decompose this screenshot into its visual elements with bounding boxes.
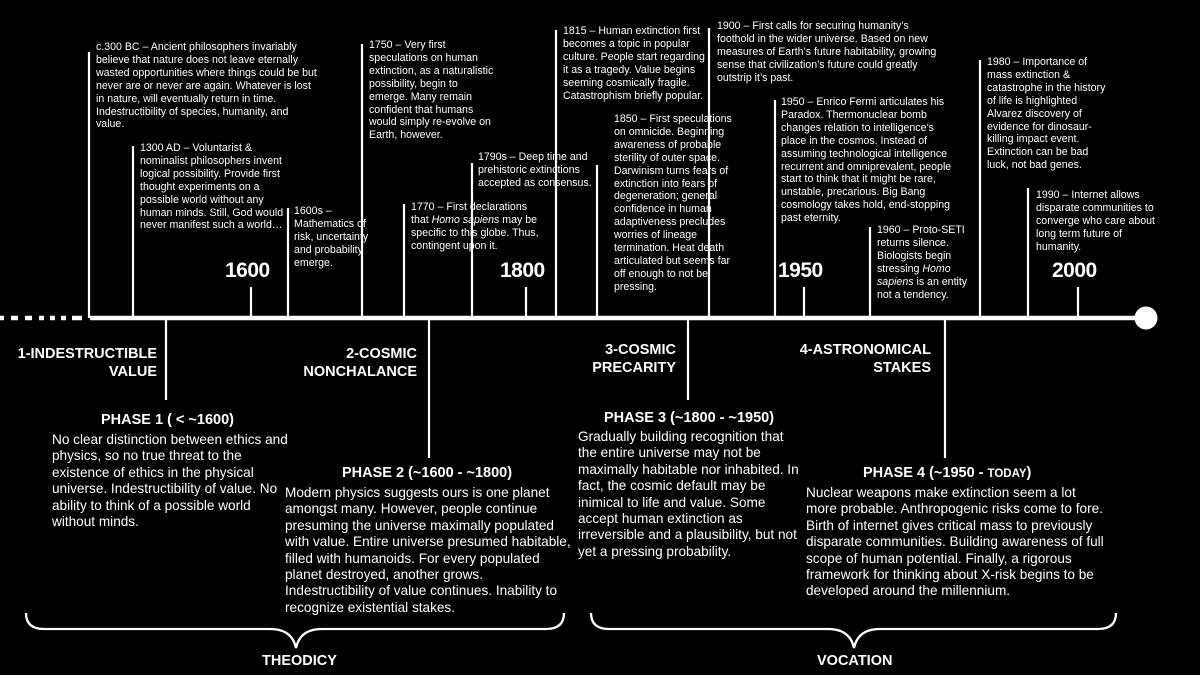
theodicy-brace <box>26 613 564 648</box>
event-1770 <box>411 201 541 253</box>
phase-4-title-end: ) <box>1026 465 1032 481</box>
event-1980: 1980 – Importance of mass extinction & catastrophe in the history of life is highlighted Alvarez discovery of evidence for dinosaur-killing impact event. Extinction can be bad luck, not bad genes. <box>987 56 1106 172</box>
year-label-2000: 2000 <box>1052 259 1097 282</box>
phase-4-name-line1: 4-ASTRONOMICAL <box>799 342 931 358</box>
event-1960 <box>877 224 975 301</box>
phase-2-name <box>260 346 417 381</box>
event-1770-text-end: may be specific to this globe. Thus, contingent upon it. <box>411 213 539 252</box>
event-1960-text-end: is an entity not a tendency. <box>877 275 968 301</box>
era-label-theodicy: THEODICY <box>262 653 337 669</box>
phase-4-name-line2: STAKES <box>873 359 931 376</box>
phase-2-title: PHASE 2 (~1600 - ~1800) <box>342 465 513 481</box>
event-1990: 1990 – Internet allows disparate communities to converge who care about long term future of humanity. <box>1036 189 1155 253</box>
vocation-brace <box>591 613 1116 648</box>
event-c300bc: c.300 BC – Ancient philosophers invariably believe that nature does not leave eternally wasted opportunities where things could be but never are or never are again. Whatever is lost in nature, will eventually return in time. Indestructibility of species, humanity, and value. <box>96 41 317 131</box>
year-label-1600: 1600 <box>225 259 270 282</box>
event-1960-species: Homo sapiens <box>877 262 951 288</box>
event-1750: 1750 – Very first speculations on human extinction, as a naturalistic possibility, begin to emerge. Many remain confident that humans would simply re-evolve on Earth, however. <box>369 39 494 142</box>
phase-4-title <box>863 465 1031 481</box>
event-1300ad: 1300 AD – Voluntarist & nominalist philosophers invent logical possibility. Provide first thought experiments on a possible world without any human minds. Still, God would never manifest such a world… <box>140 142 284 232</box>
event-1950: 1950 – Enrico Fermi articulates his Paradox. Thermonuclear bomb changes relation to intelligence’s place in the cosmos. Instead of assuming technological intelligence recurrent and omniprevalent, people start to think that it might be rare, unstable, precarious. Big Bang cosmology takes hold, end-stopping past eternity. <box>781 96 952 225</box>
phase-1-title: PHASE 1 ( < ~1600) <box>101 412 234 428</box>
phase-3-name-line2: PRECARITY <box>592 359 676 376</box>
year-label-1800: 1800 <box>500 259 545 282</box>
event-1815: 1815 – Human extinction first becomes a topic in popular culture. People start regarding it as a tragedy. Value begins seeming cosmically fragile. Catastrophism briefly popular. <box>563 25 705 102</box>
timeline-end-marker <box>1135 307 1158 330</box>
event-1850: 1850 – First speculations on omnicide. Beginning awareness of probable sterility of outer space. Darwinism turns fears of extinction into fears of degeneration; general confidence in human adaptiveness precludes worries of lineage termination. Heat death articulated but seems far off enough to not be pressing. <box>614 113 732 293</box>
phase-4-title-today: TODAY <box>987 468 1027 480</box>
phase-1-name-line1: 1-INDESTRUCTIBLE <box>17 346 157 362</box>
phase-2-description: Modern physics suggests ours is one planet amongst many. However, people continue presuming the universe maximally populated with value. Entire universe presumed habitable, filled with humanoids. For every populated planet destroyed, another grows. Indestructibility of value continues. Inability to recognize existential stakes. <box>285 485 571 615</box>
event-1770-species: Homo sapiens <box>431 213 500 226</box>
event-1790s: 1790s – Deep time and prehistoric extinctions accepted as consensus. <box>478 151 592 189</box>
phase-3-description: Gradually building recognition that the entire universe may not be maximally habitable nor inhabited. In fact, the cosmic default may be inimical to life and value. Some accept human extinction as irreversible and a plausibility, but not yet a pressing probability. <box>578 429 799 559</box>
event-1960-text-start: 1960 – Proto-SETI returns silence. Biologists begin stressing <box>877 224 965 275</box>
phase-1-description: No clear distinction between ethics and physics, so no true threat to the existence of ethics in the physical universe. Indestructibility of value. No ability to think of a possible world without minds. <box>52 432 288 530</box>
phase-3-name <box>540 342 676 377</box>
phase-4-description: Nuclear weapons make extinction seem a lot more probable. Anthropogenic risks come to fore. Birth of internet gives critical mass to previously disparate communities. Building awareness of full scope of human potential. Finally, a rigorous framework for thinking about X-risk begins to be developed around the millennium. <box>806 485 1104 599</box>
phase-2-name-line1: 2-COSMIC <box>346 346 417 362</box>
era-label-vocation: VOCATION <box>817 653 893 669</box>
event-1900: 1900 – First calls for securing humanity’s foothold in the wider universe. Based on new measures of Earth’s future habitability, growing sense that civilization’s future could greatly outstrip it’s past. <box>717 20 937 84</box>
phase-1-name-line2: VALUE <box>108 363 157 380</box>
phase-2-name-line2: NONCHALANCE <box>303 363 417 380</box>
phase-1-name <box>0 346 157 381</box>
phase-3-title: PHASE 3 (~1800 - ~1950) <box>604 410 775 426</box>
phase-4-name <box>770 342 931 377</box>
year-label-1950: 1950 <box>778 259 823 282</box>
event-1600s: 1600s – Mathematics of risk, uncertainty and probability emerge. <box>294 205 369 269</box>
event-1770-text-start: 1770 – First declarations that <box>411 201 528 226</box>
phase-3-name-line1: 3-COSMIC <box>605 342 676 358</box>
phase-4-title-main: PHASE 4 (~1950 - <box>863 465 988 481</box>
